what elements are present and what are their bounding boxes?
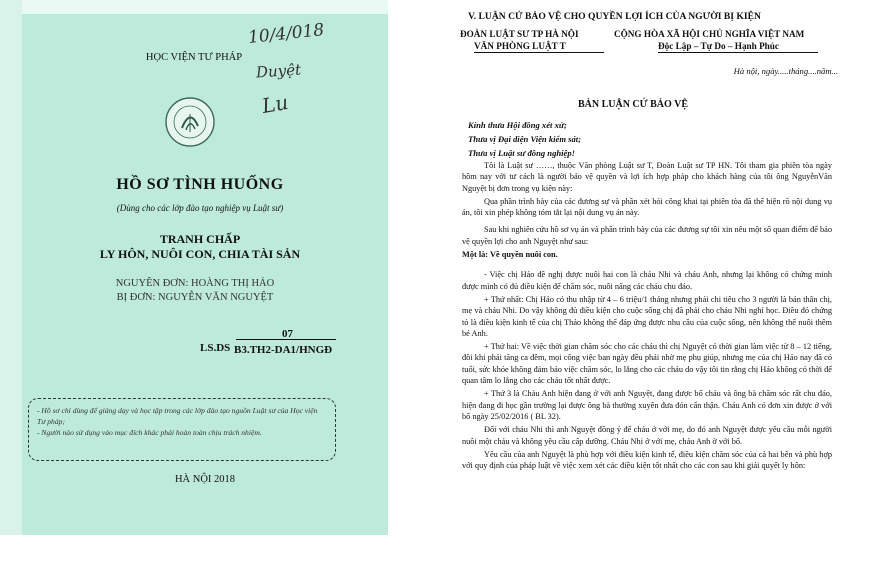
cover-subtitle: (Dùng cho các lớp đào tạo nghiệp vụ Luật sư)	[116, 203, 284, 213]
usage-note-1: - Hồ sơ chỉ dùng để giảng dạy và học tập trong các lớp đào tạo nguồn Luật sư của Học viện Tư pháp;	[37, 406, 318, 426]
place-year: HÀ NỘI 2018	[174, 474, 236, 485]
third-reason-paragraph: + Thứ 3 là Cháu Anh hiện đang ở với anh Nguyệt, đang được bố cháu và ông bà chăm sóc rất chu đáo, hiện đang đi học gần trường lại được ông bà thường xuyên đưa đón cẩn thận. Cháu Anh có đơn xin được ở với bố ngày 25/02/2016 ( BL 32).	[462, 389, 832, 421]
org-line-2: VĂN PHÒNG LUẬT T	[474, 41, 566, 51]
point-one-heading: Một là: Về quyền nuôi con.	[462, 250, 558, 260]
first-reason-paragraph: + Thứ nhất: Chị Hảo có thu nhập từ 4 – 6 triệu/1 tháng nhưng phải chi tiêu cho 3 người là bản thân chị, mẹ và cháu Nhi. Do vậy không đủ điều kiện cho cuộc sống chị đã phải cho cháu Nhi nghỉ học. Điều đó chứng tỏ là điều kiện kinh tế của chị Thảo không thể đáp ứng được nhu cầu của cuộc sống, nên không thể nuôi thêm bé Anh.	[462, 294, 832, 338]
nation-line-1: CỘNG HÒA XÃ HỘI CHỦ NGHĨA VIỆT NAM	[614, 29, 805, 39]
greeting-lawyers: Thưa vị Luật sư đồng nghiệp!	[468, 148, 575, 158]
handwritten-date: 10/4/018	[247, 20, 326, 48]
org-underline	[474, 52, 604, 53]
case-type-line1: TRANH CHẤP	[159, 232, 241, 246]
custody-claim-paragraph: - Việc chị Hảo đề nghị được nuôi hai con là cháu Nhi và cháu Anh, nhưng lại không có chứng minh được mình có đủ điều kiện để chăm sóc, nuôi nấng các cháu chu đáo.	[462, 270, 832, 291]
institution-name: HỌC VIỆN TƯ PHÁP	[145, 52, 243, 63]
custody-agreement-paragraph: Đối với cháu Nhi thì anh Nguyệt đồng ý để cháu ở với mẹ, do đó anh Nguyệt được yêu cầu mỗi người nuôi một cháu và không yêu cầu cấp dưỡng. Cháu Nhi ở với mẹ, cháu Anh ở với bố.	[462, 425, 832, 446]
conclusion-paragraph: Yêu cầu của anh Nguyệt là phù hợp với điều kiện kinh tế, điều kiện chăm sóc của cả hai bên và phù hợp với quy định của pháp luật về việc xem xét các điều kiện tốt nhất cho các con sau khi giải quyết ly hôn:	[462, 449, 832, 471]
plaintiff-line: NGUYÊN ĐƠN: HOÀNG THỊ HẢO	[115, 278, 275, 289]
cover-title: HỒ SƠ TÌNH HUỐNG	[116, 176, 284, 193]
org-line-1: ĐOÀN LUẬT SƯ TP HÀ NỘI	[460, 29, 579, 39]
nation-line-2: Độc Lập – Tự Do – Hạnh Phúc	[658, 41, 779, 51]
usage-note-box	[28, 398, 336, 461]
defense-argument-page	[418, 0, 874, 583]
greeting-court: Kính thưa Hội đồng xét xử;	[468, 120, 567, 130]
intro-paragraph: Tôi là Luật sư ……, thuộc Văn phòng Luật sư T, Đoàn Luật sư TP HN. Tôi tham gia phiên tòa ngày hôm nay với tư cách là người bảo vệ quyền và lợi ích hợp pháp cho khách hàng của tôi ông NguyễnVăn Nguyệt bị đơn trong vụ kiện này:	[462, 161, 832, 193]
handwritten-approval: Duyệt	[255, 60, 302, 82]
ls-divider	[236, 339, 336, 340]
procedure-paragraph: Qua phần trình bày của các đương sự và phần xét hỏi công khai tại phiên tòa đã thể hiện rõ nội dung vụ án, tôi xin phép không tóm tắt lại nội dung vụ án này.	[462, 196, 832, 218]
nation-underline	[658, 52, 818, 53]
ls-number: 07	[282, 328, 293, 340]
handwritten-initial: Lu	[260, 89, 291, 119]
case-file-cover	[0, 0, 388, 535]
ls-label: LS.DS	[200, 342, 231, 354]
case-code-block	[200, 328, 340, 364]
case-type-line2: LY HÔN, NUÔI CON, CHIA TÀI SẢN	[99, 247, 301, 261]
section-heading: V. LUẬN CỨ BẢO VỆ CHO QUYỀN LỢI ÍCH CỦA NGƯỜI BỊ KIỆN	[468, 11, 761, 22]
cover-top-strip	[0, 0, 388, 14]
body-text	[462, 160, 832, 471]
greeting-procuracy: Thưa vị Đại diện Viện kiểm sát;	[468, 134, 582, 144]
defendant-line: BỊ ĐƠN: NGUYỄN VĂN NGUYỆT	[116, 292, 274, 303]
cover-left-edge	[0, 0, 22, 535]
date-line: Hà nội, ngày.....tháng....năm...	[733, 66, 838, 76]
research-paragraph: Sau khi nghiên cứu hồ sơ vụ án và phần trình bày của các đương sự tôi xin nêu một số quan điểm để bảo vệ quyền lợi cho anh Nguyệt như sau:	[462, 225, 832, 246]
ls-code: B3.TH2-DA1/HNGĐ	[234, 344, 333, 356]
second-reason-paragraph: + Thứ hai: Về việc thời gian chăm sóc cho các cháu thì chị Nguyệt có thời gian làm việc từ 8 – 12 tiếng, đôi khi phải tăng ca đêm, mọi công việc ban ngày đều phải nhờ mẹ phụ giúp, nhưng mẹ của chị Hảo nay đã có tuổi, sức khỏe không đảm bảo việc chăm sóc, lo lắng cho các cháu do vậy tôi tin rằng chị Hảo không có thời để quan tâm lo lắng cho các cháu tốt nhất được.	[462, 342, 832, 386]
usage-note-2: - Người nào sử dụng vào mục đích khác phải hoàn toàn chịu trách nhiệm.	[37, 428, 262, 437]
academy-seal-icon	[164, 96, 216, 148]
document-title: BẢN LUẬN CỨ BẢO VỆ	[577, 99, 688, 110]
